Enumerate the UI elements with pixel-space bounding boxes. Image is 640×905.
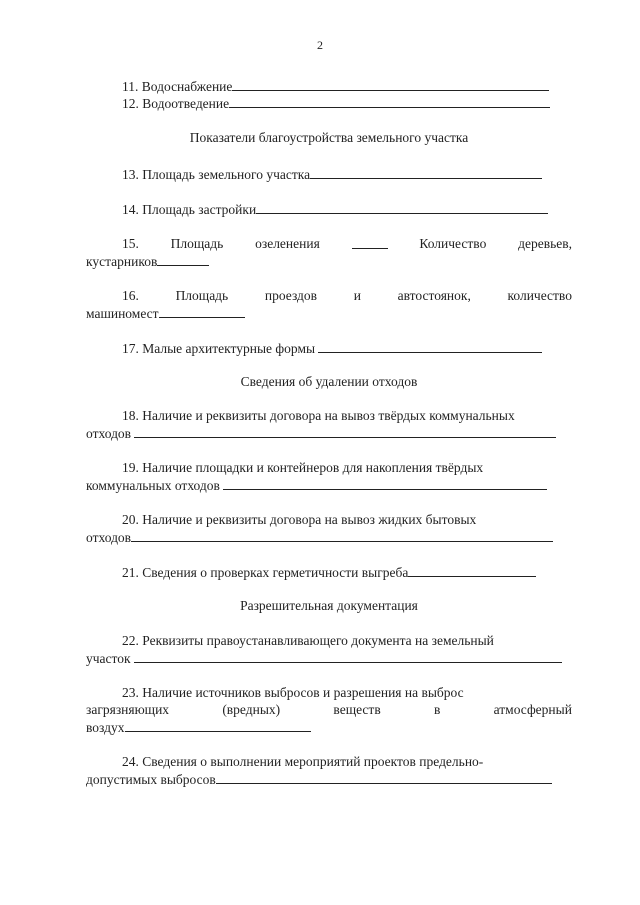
item-12-blank[interactable]: [229, 94, 550, 108]
item-23-line3: [86, 718, 572, 736]
item-19-line1: 19. Наличие площадки и контейнеров для накопления твёрдых: [122, 460, 484, 475]
item-22-line1: 22. Реквизиты правоустанавливающего документа на земельный: [122, 633, 494, 648]
item-16-word: и: [353, 288, 361, 303]
item-17-label: 17. Малые архитектурные формы: [122, 341, 316, 356]
item-16-parking-label: машиномест: [86, 306, 159, 321]
heading-waste: Сведения об удалении отходов: [240, 374, 418, 389]
item-15-word: Количество: [419, 236, 487, 251]
item-12-label: 12. Водоотведение: [122, 96, 230, 111]
item-24-blank-2[interactable]: [266, 770, 552, 784]
item-21-blank[interactable]: [408, 563, 536, 577]
item-16-word: проездов: [264, 288, 318, 303]
item-18-blank[interactable]: [134, 424, 556, 438]
heading-permits: Разрешительная документация: [240, 598, 418, 613]
item-24-emissions-label: допустимых выбросов: [86, 772, 216, 787]
item-23-word: (вредных): [222, 702, 281, 717]
item-14-blank[interactable]: [256, 200, 548, 214]
item-15-line1: [86, 235, 572, 252]
item-16-blank[interactable]: [159, 304, 245, 318]
item-17-small-forms: [86, 339, 608, 357]
item-21-label: 21. Сведения о проверках герметичности выгреба: [122, 565, 409, 580]
item-12-drainage: [86, 94, 608, 112]
item-23-word: в: [433, 702, 441, 717]
item-23-word: веществ: [333, 702, 381, 717]
item-23-word: загрязняющих: [86, 702, 170, 717]
item-16-line1: [86, 287, 572, 304]
item-11-label: 11. Водоснабжение: [122, 79, 233, 94]
page-number: 2: [317, 38, 323, 52]
item-19-waste-label: коммунальных отходов: [86, 478, 220, 493]
item-16-word: 16.: [122, 288, 139, 303]
item-15-line2: [86, 252, 572, 270]
item-15-trees-blank[interactable]: [157, 252, 209, 266]
item-22-blank-1[interactable]: [134, 649, 298, 663]
item-14-label: 14. Площадь застройки: [122, 202, 257, 217]
item-22-line2: [86, 649, 572, 667]
item-15-word: 15.: [122, 236, 139, 251]
item-11-water-supply: [86, 77, 608, 95]
item-16-line2: [86, 304, 572, 322]
item-15-word: Площадь: [170, 236, 224, 251]
item-20-blank[interactable]: [131, 528, 553, 542]
item-20-waste-label: отходов: [86, 530, 132, 545]
item-17-blank[interactable]: [318, 339, 542, 353]
item-18-waste-label: отходов: [86, 426, 132, 441]
item-16-word: количество: [507, 288, 572, 303]
item-23-air-label: воздух: [86, 720, 125, 735]
item-23-blank[interactable]: [125, 718, 311, 732]
item-19-blank[interactable]: [223, 476, 547, 490]
item-15-shrubs-label: кустарников: [86, 254, 158, 269]
item-23-line1: 23. Наличие источников выбросов и разрешения на выброс: [122, 685, 464, 700]
item-18-line1: 18. Наличие и реквизиты договора на вывоз твёрдых коммунальных: [122, 408, 515, 423]
item-24-line2: [86, 770, 572, 788]
item-22-plot-label: участок: [86, 651, 131, 666]
item-23-word: атмосферный: [493, 702, 572, 717]
item-24-blank-1[interactable]: [216, 770, 266, 784]
item-24-line1: 24. Сведения о выполнении мероприятий проектов предельно-: [122, 754, 484, 769]
item-15-greenery-blank[interactable]: [352, 235, 388, 249]
item-15-word: озеленения: [255, 236, 320, 251]
item-19-line2: [86, 476, 572, 494]
item-13-label: 13. Площадь земельного участка: [122, 167, 311, 182]
item-20-line1: 20. Наличие и реквизиты договора на вывоз жидких бытовых: [122, 512, 477, 527]
item-18-line2: [86, 424, 572, 442]
item-14-building-area: [86, 200, 608, 218]
heading-improvement: Показатели благоустройства земельного участка: [189, 130, 469, 145]
item-16-word: автостоянок,: [397, 288, 471, 303]
item-15-word: деревьев,: [518, 236, 572, 251]
item-21-tightness: [86, 563, 608, 581]
item-13-land-area: [86, 165, 608, 183]
item-20-line2: [86, 528, 572, 546]
item-22-blank-2[interactable]: [298, 649, 562, 663]
item-13-blank[interactable]: [310, 165, 542, 179]
item-11-blank[interactable]: [232, 77, 549, 91]
item-16-word: Площадь: [175, 288, 229, 303]
item-23-line2: [86, 701, 572, 718]
